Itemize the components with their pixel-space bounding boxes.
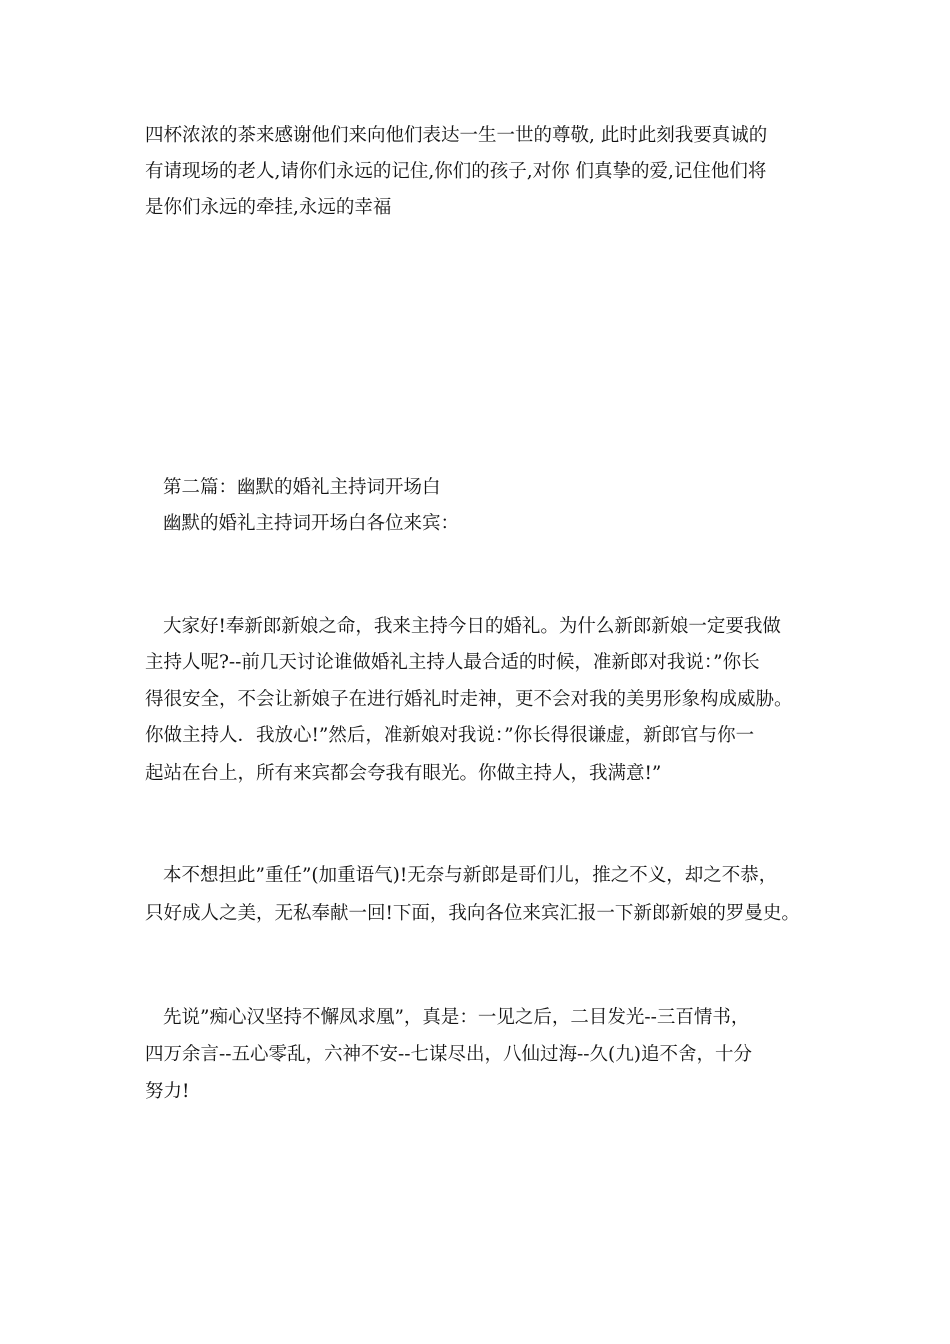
text-line: 先说”痴心汉坚持不懈凤求凰”，真是：一见之后，二目发光--三百情书， — [163, 1007, 750, 1028]
text-line: 努力! — [145, 1081, 190, 1102]
section-subheading: 幽默的婚礼主持词开场白各位来宾： — [163, 513, 460, 534]
text-line: 起站在台上，所有来宾都会夸我有眼光。你做主持人，我满意!” — [145, 763, 662, 784]
text-line: 大家好!奉新郎新娘之命，我来主持今日的婚礼。为什么新郎新娘一定要我做 — [163, 616, 781, 637]
text-line: 有请现场的老人,请你们永远的记住,你们的孩子,对你 们真挚的爱,记住他们将 — [145, 161, 767, 182]
text-line: 四万余言--五心零乱，六神不安--七谋尽出，八仙过海--久(九)追不舍，十分 — [145, 1044, 752, 1065]
section-heading: 第二篇：幽默的婚礼主持词开场白 — [163, 477, 441, 498]
text-line: 主持人呢?--前几天讨论谁做婚礼主持人最合适的时候，准新郎对我说：”你长 — [145, 652, 760, 673]
text-line: 本不想担此”重任”(加重语气)!无奈与新郎是哥们儿，推之不义，却之不恭， — [163, 865, 778, 886]
text-line: 你做主持人．我放心!”然后，准新娘对我说：”你长得很谦虚，新郎官与你一 — [145, 725, 755, 746]
text-line: 是你们永远的牵挂,永远的幸福 — [145, 197, 392, 218]
text-line: 得很安全，不会让新娘子在进行婚礼时走神，更不会对我的美男形象构成威胁。 — [145, 689, 793, 710]
text-line: 四杯浓浓的茶来感谢他们来向他们表达一生一世的尊敬, 此时此刻我要真诚的 — [145, 125, 768, 146]
text-line: 只好成人之美，无私奉献一回!下面，我向各位来宾汇报一下新郎新娘的罗曼史。 — [145, 903, 800, 924]
